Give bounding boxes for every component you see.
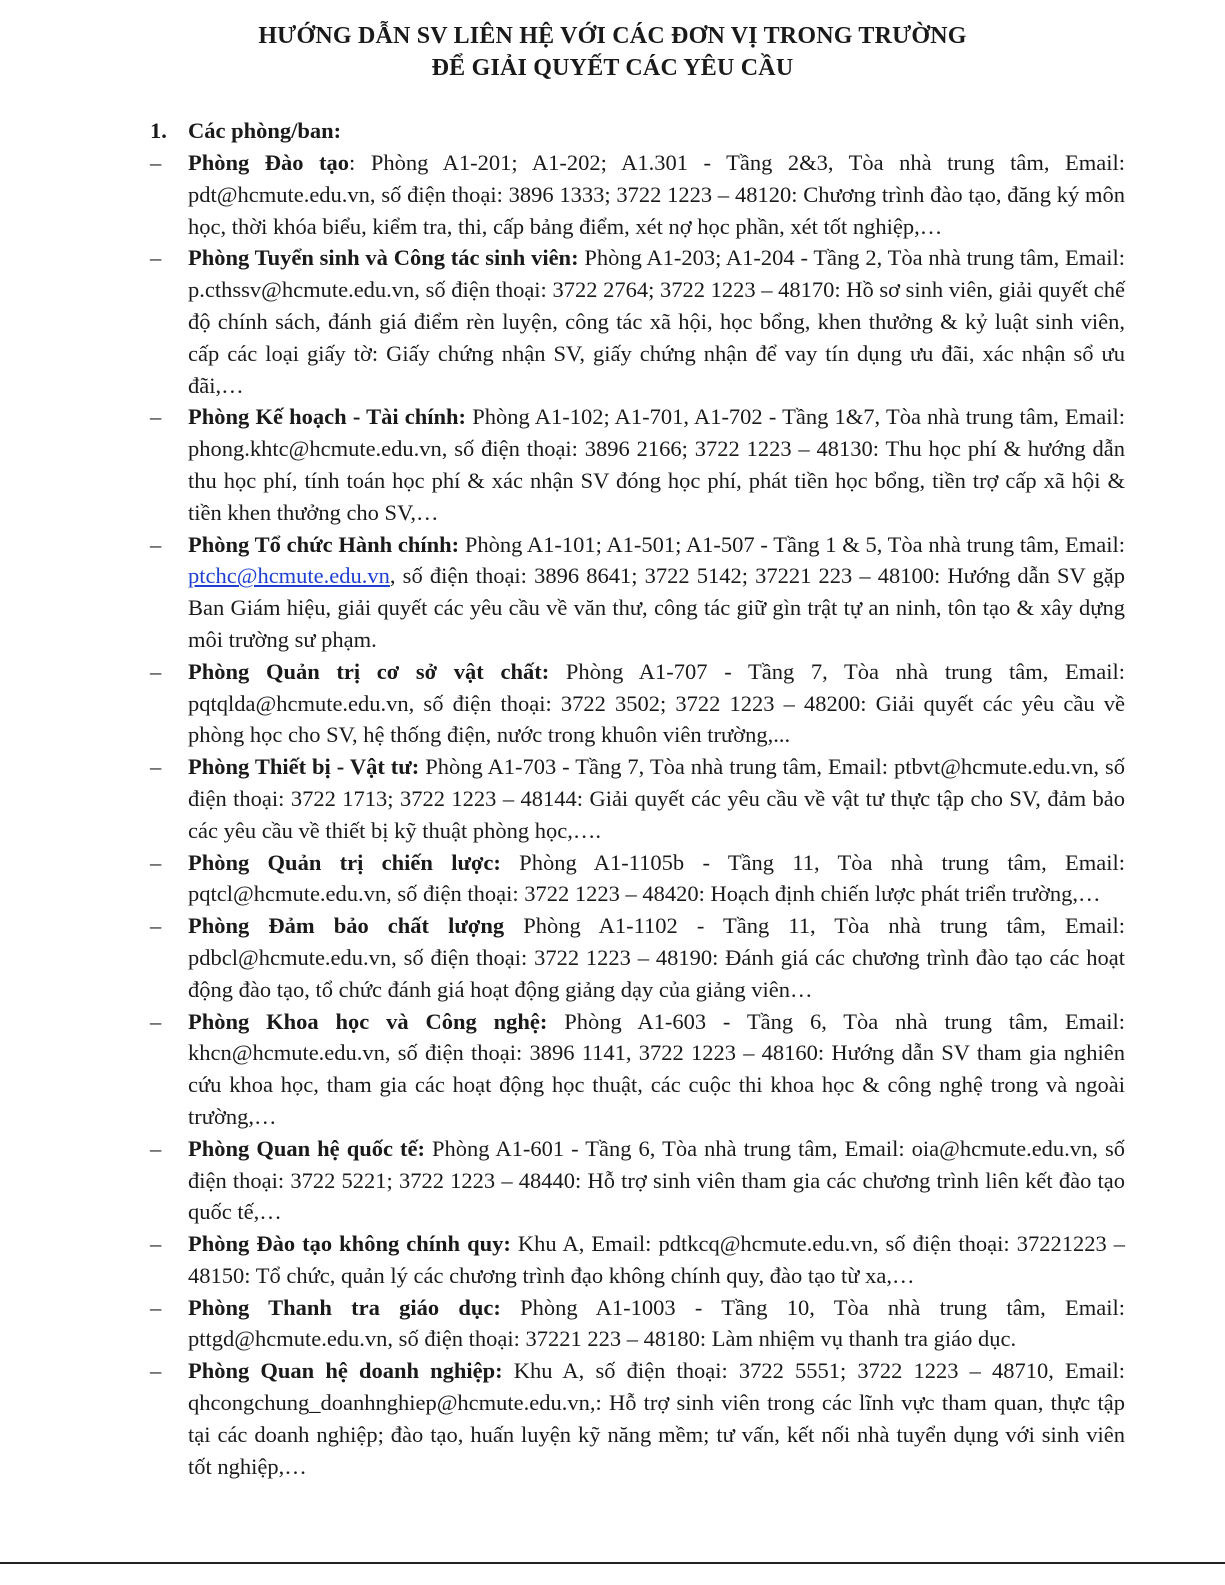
unit-name: Phòng Đào tạo không chính quy: — [188, 1231, 511, 1257]
unit-list-item — [150, 910, 1125, 1005]
bullet-dash: – — [150, 150, 162, 175]
bullet-dash: – — [150, 1358, 162, 1384]
unit-name: Phòng Đào tạo — [188, 150, 350, 175]
unit-list-item — [150, 529, 1125, 656]
unit-list — [150, 147, 1125, 1482]
unit-details: Phòng A1-101; A1-501; A1-507 - Tầng 1 & 5, Tòa nhà trung tâm, Email: — [459, 531, 1125, 557]
bullet-dash: – — [150, 754, 162, 780]
unit-details: Khu A, số điện thoại: 3722 5551; 3722 1223 – 48710, Email: qhcongchung_doanhnghiep@hcmute.edu.vn,: Hỗ trợ sinh viên trong các lĩnh vực tham quan, thực tập tại các doanh nghiệp; đào tạo, huấn luyện kỹ năng mềm; tư vấn, kết nối nhà tuyển dụng với sinh viên tốt nghiệp,… — [188, 1358, 1125, 1479]
unit-list-item — [150, 1292, 1125, 1356]
unit-name: Phòng Khoa học và Công nghệ: — [188, 1008, 548, 1034]
unit-details: Phòng A1-102; A1-701, A1-702 - Tầng 1&7, Tòa nhà trung tâm, Email: phong.khtc@hcmute.edu.vn, số điện thoại: 3896 2166; 3722 1223 – 48130: Thu học phí & hướng dẫn thu học phí, tính toán học phí & xác nhận SV đóng học phí, phát tiền học bổng, tiền trợ cấp xã hội & tiền khen thưởng cho SV,… — [188, 404, 1125, 525]
unit-list-item — [150, 847, 1125, 911]
unit-details: : Phòng A1-201; A1-202; A1.301 - Tầng 2&3, Tòa nhà trung tâm, Email: pdt@hcmute.edu.vn, số điện thoại: 3896 1333; 3722 1223 – 48120: Chương trình đào tạo, đăng ký môn học, thời khóa biểu, kiểm tra, thi, cấp bảng điểm, xét nợ học phần, xét tốt nghiệp,… — [188, 150, 1125, 239]
unit-list-item — [150, 751, 1125, 846]
bullet-dash: – — [150, 658, 162, 684]
unit-list-item — [150, 1355, 1125, 1482]
bullet-dash: – — [150, 1135, 162, 1161]
unit-name: Phòng Tuyển sinh và Công tác sinh viên: — [188, 245, 579, 271]
unit-list-item — [150, 401, 1125, 528]
unit-name: Phòng Đảm bảo chất lượng — [188, 913, 505, 939]
unit-details: Phòng A1-603 - Tầng 6, Tòa nhà trung tâm, Email: khcn@hcmute.edu.vn, số điện thoại: 3896 1141, 3722 1223 – 48160: Hướng dẫn SV tham gia nghiên cứu khoa học, tham gia các hoạt động học thuật, các cuộc thi khoa học & công nghệ trong và ngoài trường,… — [188, 1008, 1126, 1129]
bullet-dash: – — [150, 404, 162, 430]
bullet-dash: – — [150, 1008, 162, 1034]
unit-name: Phòng Quan hệ doanh nghiệp: — [188, 1358, 503, 1384]
document-title-line-2: ĐỂ GIẢI QUYẾT CÁC YÊU CẦU — [431, 55, 794, 81]
unit-name: Phòng Kế hoạch - Tài chính: — [188, 404, 467, 430]
section-heading — [150, 115, 341, 147]
bullet-dash: – — [150, 245, 162, 271]
page-bottom-rule — [0, 1562, 1225, 1564]
bullet-dash: – — [150, 849, 162, 875]
unit-list-item — [150, 242, 1125, 401]
unit-name: Phòng Thanh tra giáo dục: — [188, 1294, 501, 1320]
unit-name: Phòng Quản trị chiến lược: — [188, 849, 501, 875]
section-label: Các phòng/ban: — [188, 118, 342, 143]
unit-list-item — [150, 656, 1125, 751]
document-title-line-1: HƯỚNG DẪN SV LIÊN HỆ VỚI CÁC ĐƠN VỊ TRONG TRƯỜNG — [258, 23, 967, 49]
unit-details-cont: , số điện thoại: 3896 8641; 3722 5142; 37221 223 – 48100: Hướng dẫn SV gặp Ban Giám hiệu, giải quyết các yêu cầu về văn thư, công tác giữ gìn trật tự an ninh, tôn tạo & xây dựng môi trường sư phạm. — [188, 563, 1125, 652]
unit-details: Phòng A1-203; A1-204 - Tầng 2, Tòa nhà trung tâm, Email: p.cthssv@hcmute.edu.vn, số điện thoại: 3722 2764; 3722 1223 – 48170: Hồ sơ sinh viên, giải quyết chế độ chính sách, đánh giá điểm rèn luyện, công tác xã hội, học bổng, khen thưởng & kỷ luật sinh viên, cấp các loại giấy tờ: Giấy chứng nhận SV, giấy chứng nhận để vay tín dụng ưu đãi, xác nhận sổ ưu đãi,… — [188, 245, 1125, 398]
unit-name: Phòng Tổ chức Hành chính: — [188, 531, 460, 557]
section-number: 1. — [150, 118, 167, 143]
unit-name: Phòng Quan hệ quốc tế: — [188, 1135, 425, 1161]
unit-details: Phòng A1-1105b - Tầng 11, Tòa nhà trung tâm, Email: pqtcl@hcmute.edu.vn, số điện thoại: 3722 1223 – 48420: Hoạch định chiến lược phát triển trường,… — [188, 849, 1125, 907]
unit-list-item — [150, 1006, 1125, 1133]
unit-details: Phòng A1-1003 - Tầng 10, Tòa nhà trung tâm, Email: pttgd@hcmute.edu.vn, số điện thoại: 37221 223 – 48180: Làm nhiệm vụ thanh tra giáo dục. — [188, 1294, 1126, 1352]
unit-details: Khu A, Email: pdtkcq@hcmute.edu.vn, số điện thoại: 37221223 – 48150: Tổ chức, quản lý các chương trình đạo không chính quy, đào tạo từ xa,… — [188, 1231, 1125, 1288]
unit-details: Phòng A1-601 - Tầng 6, Tòa nhà trung tâm, Email: oia@hcmute.edu.vn, số điện thoại: 3722 5221; 3722 1223 – 48440: Hỗ trợ sinh viên tham gia các chương trình liên kết đào tạo quốc tế,… — [188, 1135, 1125, 1225]
email-link[interactable]: ptchc@hcmute.edu.vn — [188, 563, 390, 589]
bullet-dash: – — [150, 1294, 162, 1320]
bullet-dash: – — [150, 1231, 162, 1257]
bullet-dash: – — [150, 913, 162, 939]
unit-list-item — [150, 1228, 1125, 1292]
unit-name: Phòng Quản trị cơ sở vật chất: — [188, 658, 550, 684]
bullet-dash: – — [150, 531, 162, 557]
unit-details: Phòng A1-1102 - Tầng 11, Tòa nhà trung tâm, Email: pdbcl@hcmute.edu.vn, số điện thoại: 3722 1223 – 48190: Đánh giá các chương trình đào tạo các hoạt động đào tạo, tổ chức đánh giá hoạt động giảng dạy của giảng viên… — [188, 913, 1125, 1002]
unit-details: Phòng A1-703 - Tầng 7, Tòa nhà trung tâm, Email: ptbvt@hcmute.edu.vn, số điện thoại: 3722 1713; 3722 1223 – 48144: Giải quyết các yêu cầu về vật tư thực tập cho SV, đảm bảo các yêu cầu về thiết bị kỹ thuật phòng học,…. — [188, 754, 1125, 843]
unit-list-item — [150, 1133, 1125, 1228]
unit-name: Phòng Thiết bị - Vật tư: — [188, 754, 420, 780]
unit-details: Phòng A1-707 - Tầng 7, Tòa nhà trung tâm, Email: pqtqlda@hcmute.edu.vn, số điện thoại: 3722 3502; 3722 1223 – 48200: Giải quyết các yêu cầu về phòng học cho SV, hệ thống điện, nước trong khuôn viên trường,... — [188, 658, 1125, 748]
unit-list-item — [150, 147, 1125, 242]
